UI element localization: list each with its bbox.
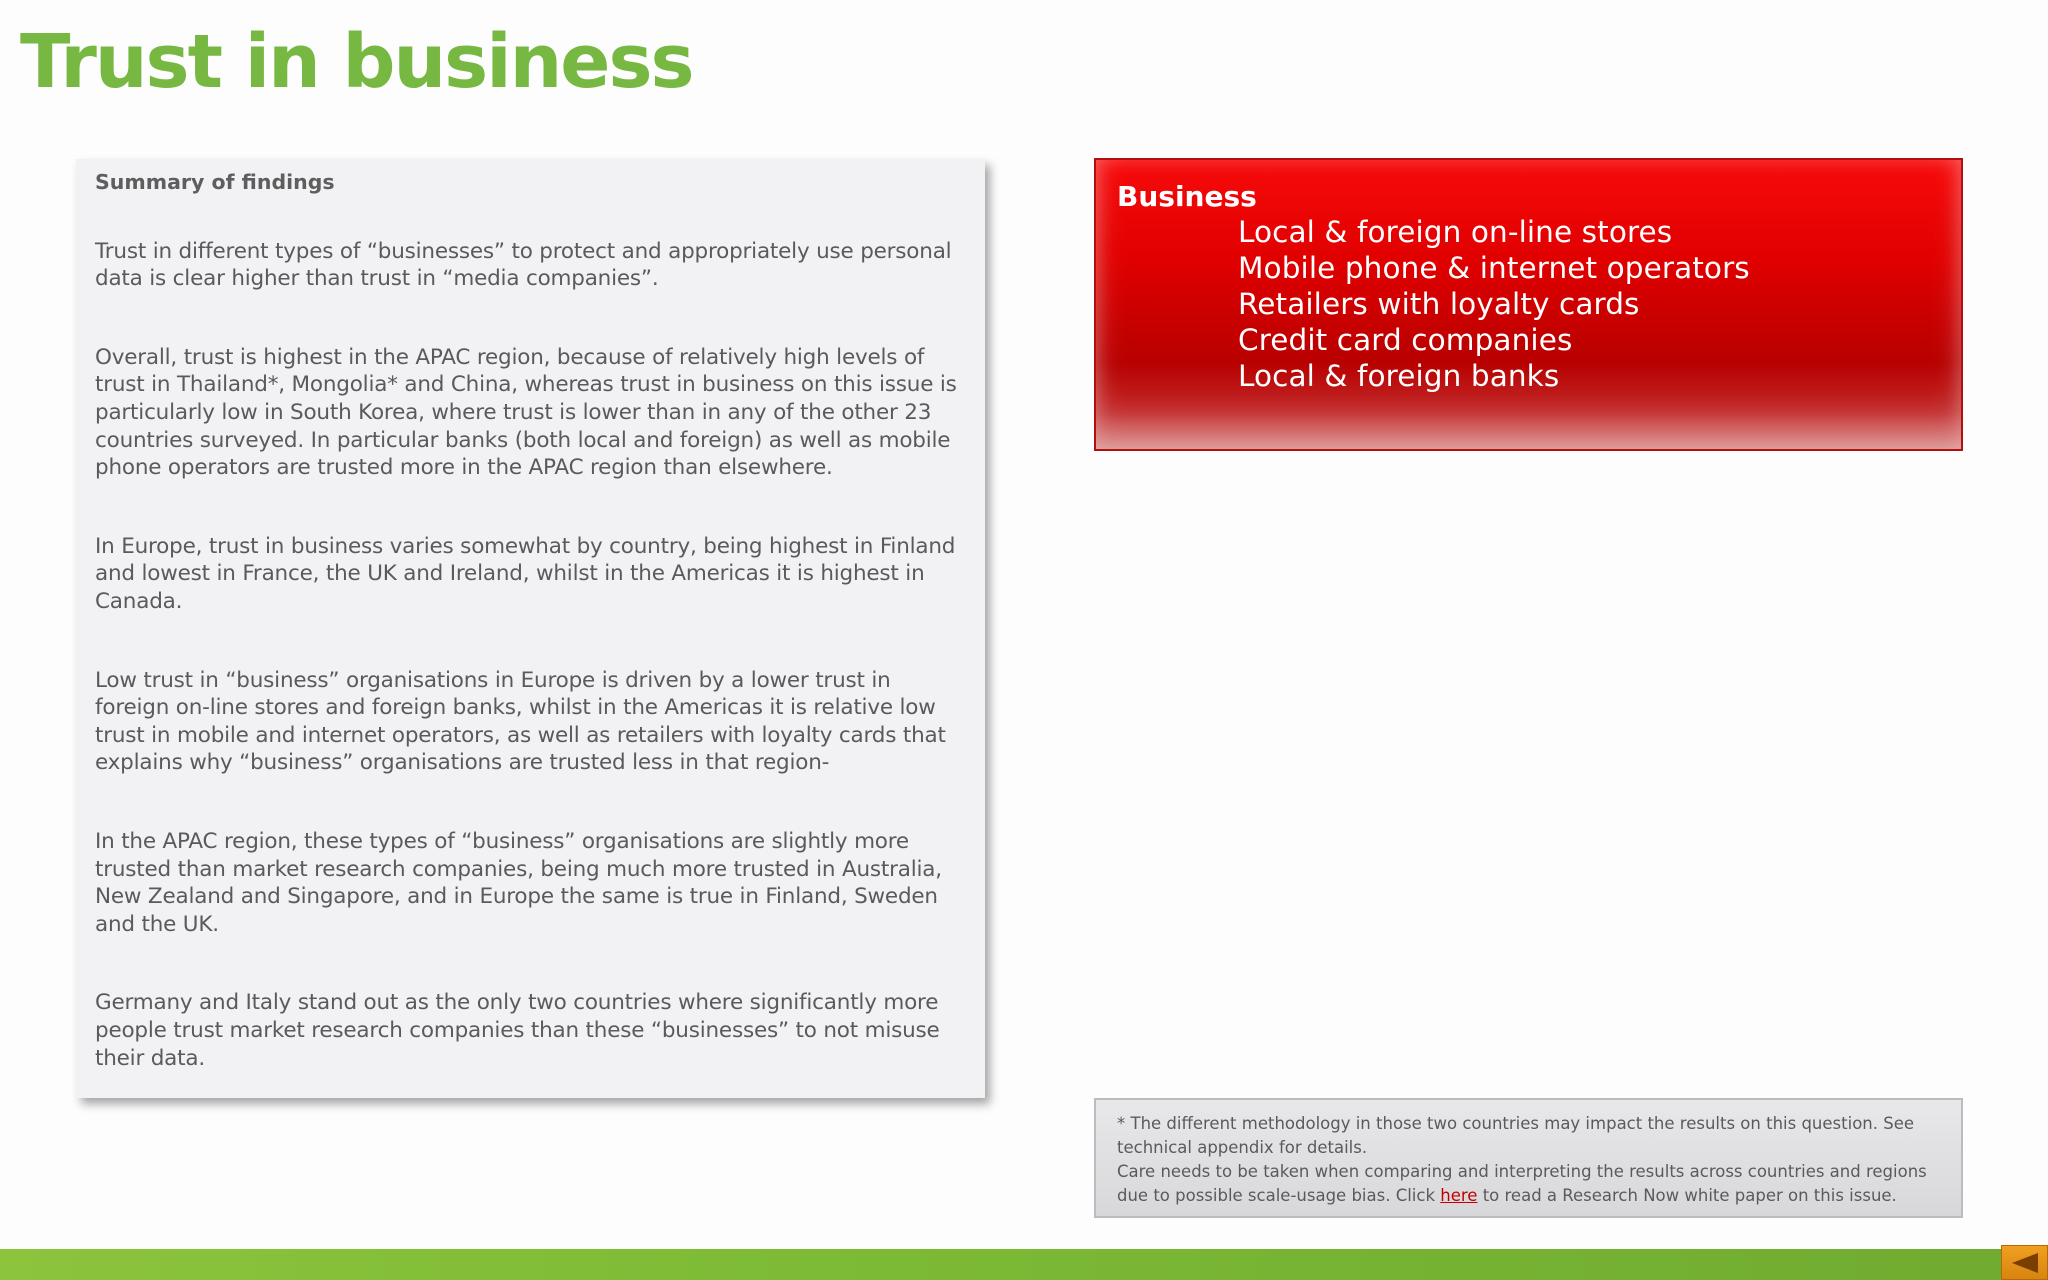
summary-paragraph-4: Low trust in “business” organisations in Europe is driven by a lower trust in foreign on-line stores and foreign banks, whilst in the Americas it is relative low trust in mobile and internet operators, as well as retailers with loyalty cards that explains why “business” organisations are trusted less in that region- xyxy=(95,667,946,776)
footer-bar xyxy=(0,1249,2048,1280)
footnote-text-after: to read a Research Now white paper on this issue. xyxy=(1477,1186,1897,1205)
summary-paragraph-2: Overall, trust is highest in the APAC region, because of relatively high levels of trust in Thailand*, Mongolia* and China, whereas trust in business on this issue is particularly low in South Korea, where trust is lower than in any of the other 23 countries surveyed. In particular banks (both local and foreign) as well as mobile phone operators are trusted more in the APAC region than elsewhere. xyxy=(95,344,957,481)
summary-paragraph-1: Trust in different types of “businesses” to protect and appropriately use personal data is clear higher than trust in “media companies”. xyxy=(95,238,952,292)
summary-of-findings-panel xyxy=(76,159,985,1098)
footnote-scale-bias xyxy=(1117,1160,1941,1208)
white-paper-link[interactable]: here xyxy=(1440,1186,1478,1205)
business-heading: Business xyxy=(1117,180,1257,213)
business-item-credit-cards: Credit card companies xyxy=(1238,323,1573,357)
business-categories-box xyxy=(1094,158,1963,451)
nav-back-button[interactable] xyxy=(2001,1245,2048,1280)
summary-paragraph-6: Germany and Italy stand out as the only two countries where significantly more people trust market research companies than these “businesses” to not misuse their data. xyxy=(95,990,940,1071)
business-item-retailers: Retailers with loyalty cards xyxy=(1238,287,1640,321)
summary-heading: Summary of findings xyxy=(95,170,335,194)
business-item-banks: Local & foreign banks xyxy=(1238,359,1560,393)
business-item-mobile-operators: Mobile phone & internet operators xyxy=(1238,251,1750,285)
footnote-box xyxy=(1094,1098,1963,1218)
footnote-methodology: * The different methodology in those two countries may impact the results on this question. See technical appendix for details. xyxy=(1117,1114,1915,1157)
business-list xyxy=(1117,214,1961,394)
footnote-text-before: Care needs to be taken when comparing and interpreting the results across countries and regions due to possible scale-usage bias. Click xyxy=(1117,1162,1927,1205)
page-title: Trust in business xyxy=(20,19,693,105)
business-item-online-stores: Local & foreign on-line stores xyxy=(1238,215,1673,249)
summary-paragraph-5: In the APAC region, these types of “business” organisations are slightly more trusted than market research companies, being much more trusted in Australia, New Zealand and Singapore, and in Europe the same is true in Finland, Sweden and the UK. xyxy=(95,828,942,937)
triangle-left-icon xyxy=(2010,1252,2040,1274)
summary-paragraph-3: In Europe, trust in business varies somewhat by country, being highest in Finland and lowest in France, the UK and Ireland, whilst in the Americas it is highest in Canada. xyxy=(95,533,956,614)
